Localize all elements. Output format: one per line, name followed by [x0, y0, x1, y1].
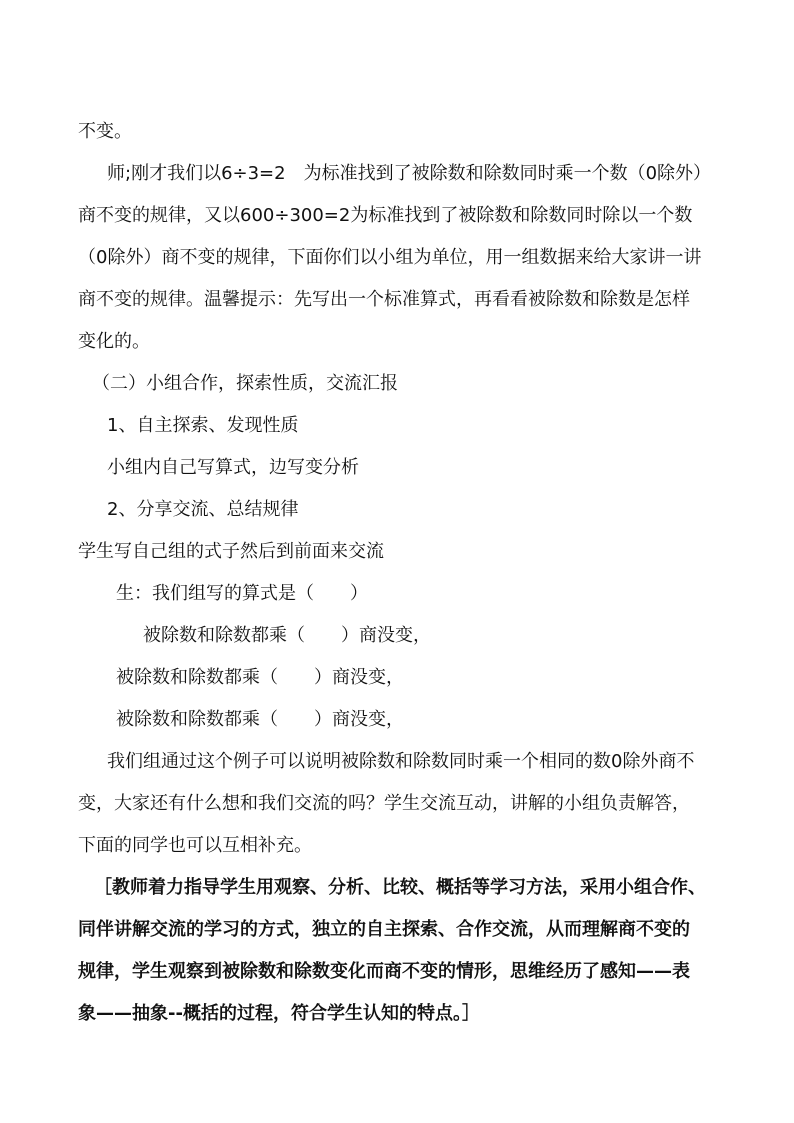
subsection-heading: 2、分享交流、总结规律: [107, 499, 299, 520]
note-line: ［教师着力指导学生用观察、分析、比较、概括等学习方法，采用小组合作、: [94, 877, 706, 898]
section-heading: （二）小组合作，探索性质，交流汇报: [92, 373, 398, 394]
subsection-heading: 1、自主探索、发现性质: [107, 415, 299, 436]
text-line: 变，大家还有什么想和我们交流的吗？学生交流互动，讲解的小组负责解答，: [78, 793, 690, 814]
text-line: 生：我们组写的算式是（ ）: [116, 583, 368, 604]
note-line: 规律，学生观察到被除数和除数变化而商不变的情形，思维经历了感知——表: [78, 961, 690, 982]
text-line: 被除数和除数都乘（ ）商没变，: [116, 709, 404, 730]
note-line: 象——抽象--概括的过程，符合学生认知的特点。］: [78, 1003, 480, 1024]
text-line: 小组内自己写算式，边写变分析: [107, 457, 359, 478]
text-line: 商不变的规律，又以600÷300=2为标准找到了被除数和除数同时除以一个数: [78, 205, 693, 226]
note-line: 同伴讲解交流的学习的方式，独立的自主探索、合作交流，从而理解商不变的: [78, 919, 690, 940]
text-line: 变化的。: [78, 331, 150, 352]
text-line: 学生写自己组的式子然后到前面来交流: [78, 541, 384, 562]
text-line: （0除外）商不变的规律，下面你们以小组为单位，用一组数据来给大家讲一讲: [78, 247, 702, 268]
text-line: 我们组通过这个例子可以说明被除数和除数同时乘一个相同的数0除外商不: [107, 751, 695, 772]
text-line: 被除数和除数都乘（ ）商没变，: [143, 625, 431, 646]
text-line: 下面的同学也可以互相补充。: [78, 835, 312, 856]
text-line: 师;刚才我们以6÷3=2 为标准找到了被除数和除数同时乘一个数（0除外）: [107, 163, 712, 184]
text-line: 被除数和除数都乘（ ）商没变，: [116, 667, 404, 688]
text-line: 不变。: [78, 121, 132, 142]
text-line: 商不变的规律。温馨提示：先写出一个标准算式，再看看被除数和除数是怎样: [78, 289, 690, 310]
